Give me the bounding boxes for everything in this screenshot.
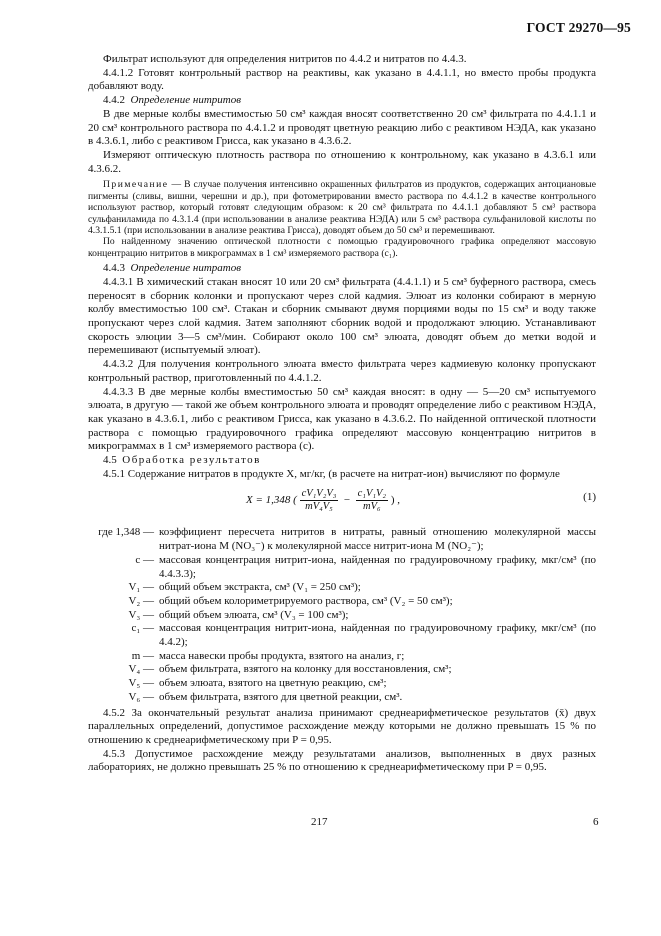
definition-row — [88, 581, 596, 595]
paragraph: 4.4.1.2 Готовят контрольный раствор на реактивы, как указано в 4.4.1.1, но вместо пробы продукта добавляют воду. — [88, 66, 596, 93]
definition-symbol: m — — [131, 649, 154, 662]
paragraph: 4.4.3.3 В две мерные колбы вместимостью 50 см³ каждая вносят: в одну — 5—20 см³ испытуемого элюата, в другую — такой же объем контрольного элюата и проводят определение либо с реактивом НЭДА, как указано в 4.3.6.1, либо с реактивом Грисса, как указано в 4.3.6.2. По найденной оптической плотности раствора с помощью градуировочного графика определяют массовую концентрацию нитритов в микрограммах в 1 см³ измеряемого раствора (c). — [88, 385, 596, 453]
variable-definitions — [88, 526, 596, 704]
formula-lhs: X = 1,348 ( — [246, 494, 297, 507]
section-heading-4-4-3 — [88, 262, 596, 276]
definition-symbol: V₄ — — [128, 663, 154, 676]
definition-symbol: где 1,348 — — [98, 526, 154, 539]
definition-symbol: c — — [135, 553, 154, 566]
formula-expression — [246, 488, 400, 513]
paragraph: 4.4.3.1 В химический стакан вносят 10 или 20 см³ фильтрата (4.4.1.1) и 5 см³ буферного раствора, смесь переносят в сборник колонки и пропускают через слой кадмия. Элюат из колонки собирают в мерную колбу вместимостью 100 см³. Стакан и сборник смывают двумя порциями воды по 15 см³ и воду также пропускают через слой кадмия. Затем заполняют сборник водой и продолжают элюцию. Устанавливают скорость элюции 3—5 см³/мин. Собирают около 100 см³ элюата, доводят объем до метки водой и перемешивают (испытуемый элюат). — [88, 275, 596, 357]
paragraph: 4.5.1 Содержание нитратов в продукте X, мг/кг, (в расчете на нитрат-ион) вычисляют по формуле — [103, 467, 560, 480]
note-continuation: По найденному значению оптической плотности с помощью градуировочного графика определяют массовую концентрацию нитритов в микрограммах в 1 см³ измеряемого раствора (c₁). — [88, 236, 596, 259]
definition-text: объем фильтрата, взятого для цветной реакции, см³. — [159, 690, 403, 703]
definition-text: массовая концентрация нитрит-иона, найденная по градуировочному графику, мкг/см³ (по 4.4.2); — [159, 622, 596, 649]
section-title: Обработка результатов — [122, 454, 261, 467]
fraction-denominator: mV₄V₅ — [305, 501, 333, 513]
definition-text: общий объем элюата, см³ (V₃ = 100 см³); — [159, 608, 349, 621]
fraction-numerator: c₁V₁V₂ — [357, 488, 387, 500]
formula-close: ) , — [390, 494, 401, 507]
definition-symbol: V₆ — — [128, 690, 154, 703]
definition-text: общий объем колориметрируемого раствора, см³ (V₂ = 50 см³); — [159, 594, 453, 607]
document-body — [88, 53, 596, 775]
definition-text: масса навески пробы продукта, взятого на анализ, г; — [159, 649, 405, 662]
paragraph: Фильтрат используют для определения нитритов по 4.4.2 и нитратов по 4.4.3. — [103, 53, 467, 65]
definition-symbol: c₁ — — [131, 622, 154, 635]
formula-fraction-2 — [356, 488, 388, 513]
definition-text: массовая концентрация нитрит-иона, найденная по градуировочному графику, мкг/см³ (по 4.4.3.3); — [159, 553, 596, 580]
section-heading-4-4-2 — [88, 94, 596, 108]
section-number: 4.5 — [103, 454, 117, 467]
paragraph: В две мерные колбы вместимостью 50 см³ каждая вносят соответственно 20 см³ фильтрата по 4.4.1.1 и 20 см³ контрольного раствора по 4.4.1.2 и проводят цветную реакцию либо с реактивом НЭДА, как указано в 4.3.6.1, либо с реактивом Грисса, как указано в 4.3.6.2. — [88, 107, 596, 148]
formula-fraction-1 — [300, 488, 339, 513]
fraction-numerator: cV₁V₂V₃ — [301, 488, 337, 500]
section-heading-4-5 — [88, 454, 596, 468]
definition-row — [88, 677, 596, 691]
note-label: Примечание — [103, 179, 169, 191]
definition-text: общий объем экстракта, см³ (V₁ = 250 см³); — [159, 581, 361, 594]
definition-row — [88, 554, 596, 581]
section-title: Определение нитритов — [130, 94, 242, 107]
definition-row — [88, 691, 596, 705]
section-number: 4.4.3 — [103, 262, 125, 275]
section-title: Определение нитратов — [130, 262, 242, 275]
document-header: ГОСТ 29270—95 — [526, 20, 631, 35]
page-number: 217 — [311, 816, 328, 828]
definition-text: объем элюата, взятого на цветную реакцию, см³; — [159, 677, 387, 690]
definition-symbol: V₂ — — [128, 594, 154, 607]
definition-row — [88, 609, 596, 623]
definition-row — [88, 595, 596, 609]
formula — [88, 486, 596, 518]
definition-symbol: V₁ — — [128, 581, 154, 594]
definition-row — [88, 650, 596, 664]
definition-row — [88, 663, 596, 677]
sheet-number: 6 — [593, 816, 599, 828]
section-number: 4.4.2 — [103, 94, 125, 107]
note-text: — В случае получения интенсивно окрашенных фильтратов из продуктов, содержащих антоциановые пигменты (сливы, вишни, черешни и др.), при фотометрировании вместо раствора по 4.4.1.2 в качестве контрольного используют раствор, который готовят следующим образом: к 20 см³ фильтрата по 4.4.1.1 добавляют 5 см³ раствора сульфаниламида по 4.3.1.4 (при использовании в анализе реактива НЭДА) или 5 см³ раствора сульфаниловой кислоты по 4.3.1.5.1 (при использовании в анализе реактива Грисса), доводят объем до 50 см³ и перемешивают. — [88, 179, 596, 236]
paragraph: 4.5.3 Допустимое расхождение между результатами анализов, выполненных в двух разных лабораториях, не должно превышать 25 % по отношению к среднеарифметическому при P = 0,95. — [88, 747, 596, 774]
formula-minus: − — [343, 494, 351, 507]
definition-symbol: V₅ — — [128, 677, 154, 690]
definition-text: объем фильтрата, взятого на колонку для восстановления, см³; — [159, 663, 452, 676]
note — [88, 179, 596, 236]
definition-symbol: V₃ — — [128, 608, 154, 621]
definition-text: коэффициент пересчета нитритов в нитраты, равный отношению молекулярной массы нитрат-иона M (NO₃⁻) к молекулярной массе нитрит-иона M (NO₂⁻); — [159, 526, 596, 553]
definition-row — [88, 622, 596, 649]
fraction-denominator: mV₆ — [363, 501, 381, 513]
formula-number: (1) — [583, 491, 596, 504]
paragraph: 4.5.2 За окончательный результат анализа принимают среднеарифметическое результатов (x̄) двух параллельных определений, допустимое расхождение между которыми не должно превышать 15 % по отношению к среднеарифметическому при P = 0,95. — [88, 706, 596, 746]
definition-row — [88, 526, 596, 553]
paragraph: Измеряют оптическую плотность раствора по отношению к контрольному, как указано в 4.3.6.1 или 4.3.6.2. — [88, 148, 596, 175]
paragraph: 4.4.3.2 Для получения контрольного элюата вместо фильтрата через кадмиевую колонку пропускают контрольный раствор, приготовленный по 4.4.1.2. — [88, 358, 596, 384]
